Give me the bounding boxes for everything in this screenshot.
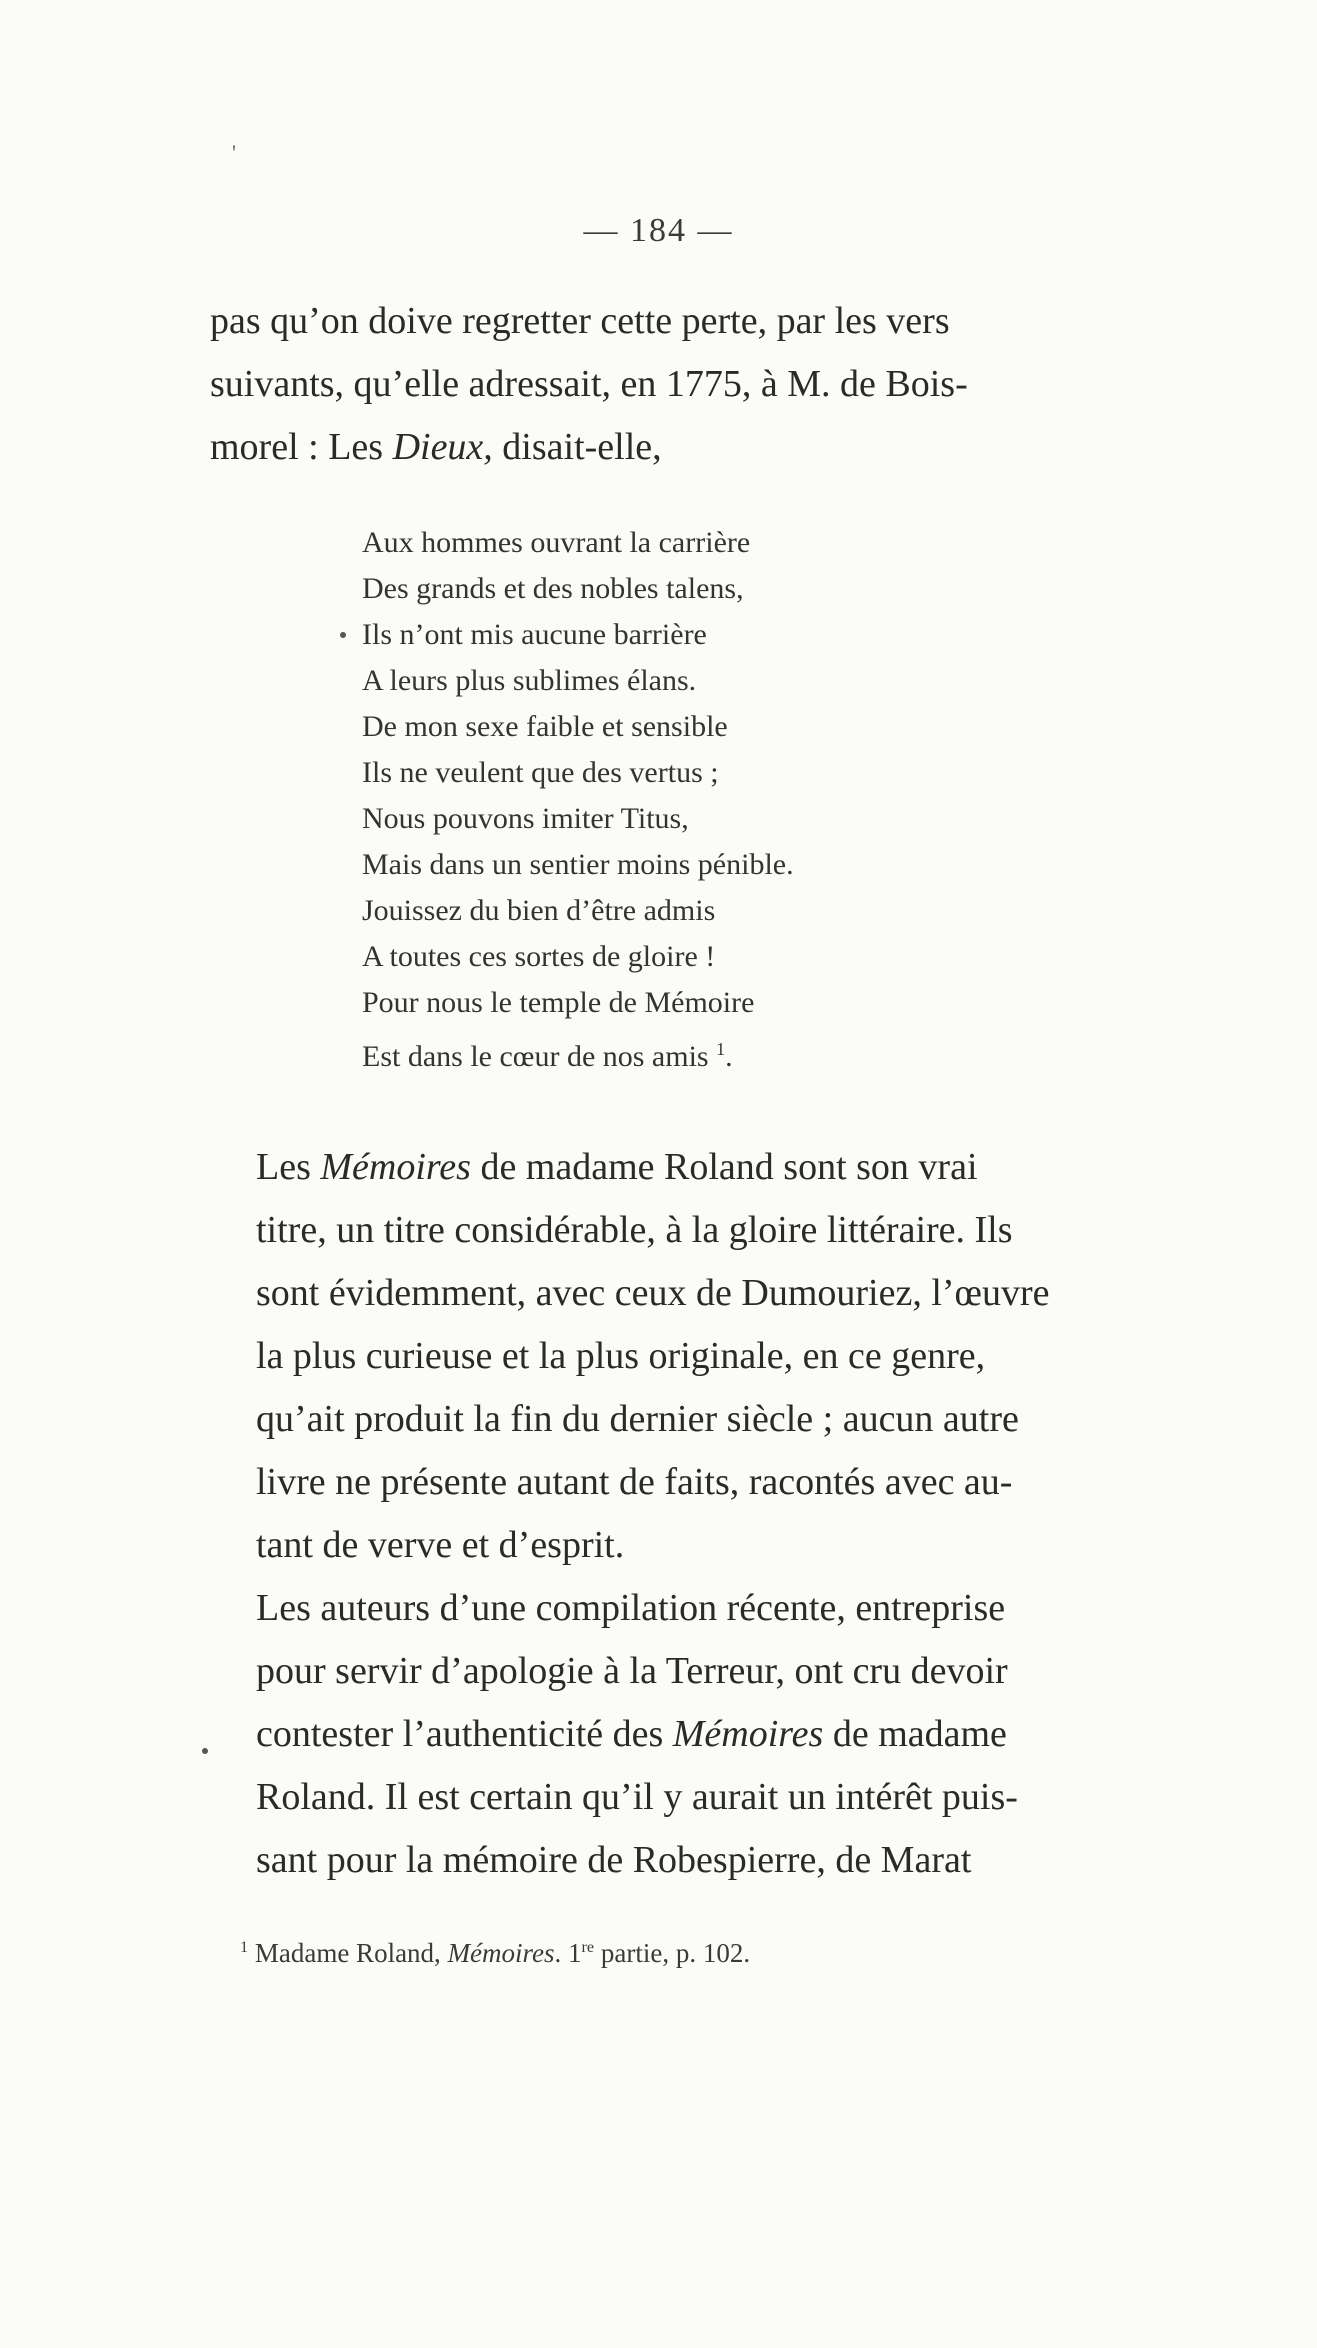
paragraph-line: tant de verve et d’esprit. [256, 1524, 625, 1566]
paragraph-line: livre ne présente autant de faits, racontés avec au- [256, 1461, 1013, 1503]
italic-term: Mémoires [320, 1146, 471, 1188]
verse-final-punct: . [725, 1040, 733, 1073]
verse-line: Pour nous le temple de Mémoire [362, 986, 755, 1019]
verse-line: De mon sexe faible et sensible [362, 710, 728, 743]
verse-line: Des grands et des nobles talens, [362, 572, 744, 605]
verse-line: Ils n’ont mis aucune barrière [362, 618, 707, 651]
italic-term: Mémoires [672, 1713, 824, 1755]
paragraph-line: sant pour la mémoire de Robespierre, de Marat [256, 1839, 972, 1881]
intro-line: morel : Les Dieux, disait-elle, [210, 426, 662, 468]
footnote-text-before: Madame Roland, [254, 1938, 448, 1968]
paragraph [210, 1577, 1170, 1892]
verse-line: Nous pouvons imiter Titus, [362, 802, 689, 835]
main-text [210, 1136, 1170, 1892]
margin-mark: ' [232, 140, 236, 165]
verse-line: A toutes ces sortes de gloire ! [362, 940, 716, 973]
verse-line: Jouissez du bien d’être admis [362, 894, 716, 927]
footnote-reference: 1 [716, 1039, 726, 1059]
footnote [240, 1938, 750, 1969]
paragraph-line: Les Mémoires de madame Roland sont son vrai [256, 1146, 978, 1188]
paragraph-line: Roland. Il est certain qu’il y aurait un intérêt puis- [256, 1776, 1018, 1818]
paragraph-line: sont évidemment, avec ceux de Dumouriez, l’œuvre [256, 1272, 1050, 1314]
verse-line: Ils ne veulent que des vertus ; [362, 756, 719, 789]
paragraph-line: Les auteurs d’une compilation récente, entreprise [256, 1587, 1006, 1629]
paragraph [210, 1136, 1170, 1577]
intro-paragraph [210, 290, 1170, 479]
verse-quotation [362, 520, 1122, 1080]
footnote-marker: 1 [240, 1938, 249, 1956]
footnote-text-after: partie, p. 102. [594, 1938, 751, 1968]
intro-line: pas qu’on doive regretter cette perte, par les vers [210, 300, 950, 342]
verse-line: Aux hommes ouvrant la carrière [362, 526, 751, 559]
verse-line: Mais dans un sentier moins pénible. [362, 848, 794, 881]
paragraph-line: qu’ait produit la fin du dernier siècle ; aucun autre [256, 1398, 1019, 1440]
print-speck [202, 1748, 208, 1754]
footnote-text-mid: . 1 [554, 1938, 582, 1968]
footnote-ordinal: re [581, 1938, 595, 1956]
paragraph-line: la plus curieuse et la plus originale, en ce genre, [256, 1335, 986, 1377]
paragraph-line: pour servir d’apologie à la Terreur, ont cru devoir [256, 1650, 1008, 1692]
print-speck [340, 632, 346, 638]
verse-line-text: Est dans le cœur de nos amis [362, 1040, 709, 1073]
intro-line: suivants, qu’elle adressait, en 1775, à M. de Bois- [210, 363, 968, 405]
page-number: — 184 — [583, 212, 734, 249]
verse-line: A leurs plus sublimes élans. [362, 664, 697, 697]
paragraph-line: titre, un titre considérable, à la gloire littéraire. Ils [256, 1209, 1013, 1251]
paragraph-line: contester l’authenticité des Mémoires de madame [256, 1713, 1007, 1755]
italic-term: Dieux, [392, 426, 493, 468]
footnote-italic-title: Mémoires [447, 1938, 555, 1968]
verse-line-last [362, 1026, 1122, 1080]
